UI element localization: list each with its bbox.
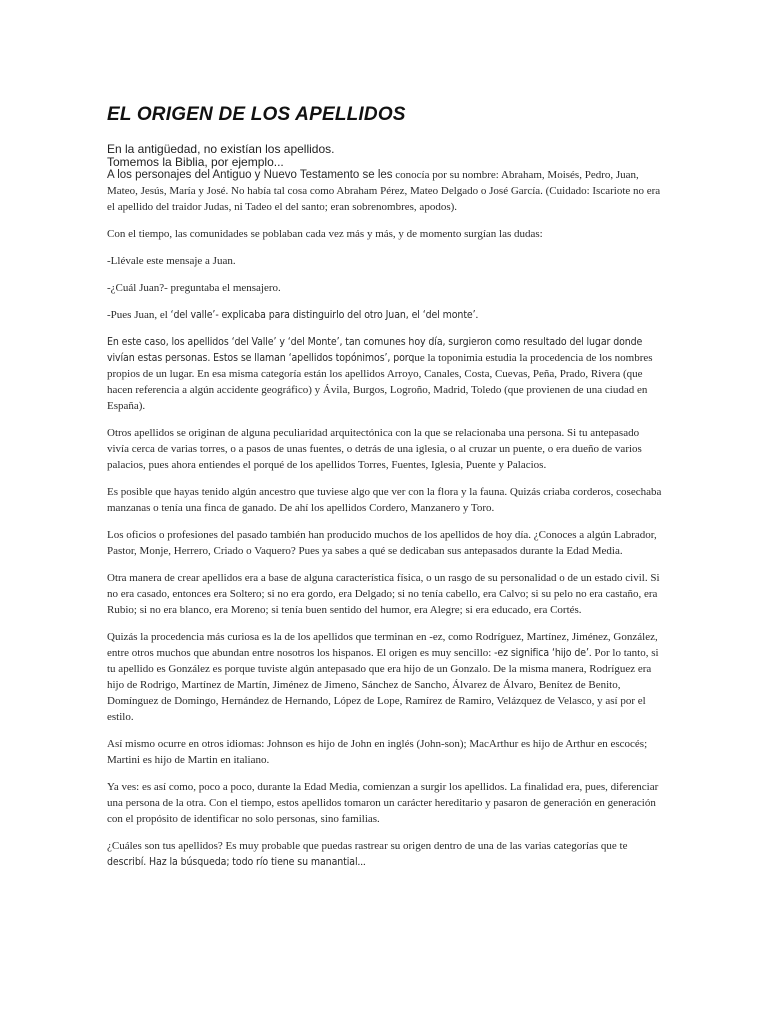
intro-line-2: Tomemos la Biblia, por ejemplo...	[107, 155, 284, 169]
paragraph-3: -Llévale este mensaje a Juan.	[107, 255, 236, 267]
intro-line-1: En la antigüedad, no existían los apellidos.	[107, 142, 335, 156]
paragraph-6	[107, 334, 663, 414]
paragraph-14-highlight: describí. Haz la búsqueda; todo río tiene su manantial	[107, 856, 358, 868]
paragraph-8: Es posible que hayas tenido algún ancestro que tuviese algo que ver con la flora y la fauna. Quizás criaba corderos, cosechaba manzanas o tenía una finca de ganado. De ahí los apellidos Cordero, Manzanero y Toro.	[107, 486, 662, 514]
paragraph-11-text: . Por lo tanto, si tu apellido es González es porque tuviste algún antepasado que era hijo de un Gonzalo. De la misma manera, Rodríguez era hijo de Rodrigo, Martínez de Martín, Jiménez de Jimeno, Sánchez de Sancho, Álvarez de Álvaro, Benítez de Benito, Domínguez de Domingo, Hernández de Hernando, López de Lope, Ramírez de Ramiro, Velázquez de Velasco, y así por el estilo.	[107, 647, 659, 723]
paragraph-1-lead: A los personajes del Antiguo y Nuevo Testamento se les	[107, 169, 393, 181]
paragraph-5-end: .	[475, 309, 479, 321]
paragraph-6-text: ue la toponimia estudia la procedencia de los nombres propios de un lugar. En esa misma categoría están los apellidos Arroyo, Canales, Costa, Cuevas, Peña, Prado, Rivera (que hacen referencia a algún accidente geográfico) y Ávila, Burgos, Logroño, Madrid, Toledo (que provienen de una ciudad en España).	[107, 352, 653, 412]
paragraph-4: -¿Cuál Juan?- preguntaba el mensajero.	[107, 282, 281, 294]
paragraph-6-lead: En este caso, los apellidos ‘del Valle’ y ‘del Monte’, tan comunes hoy día, surgieron como resultado del lugar donde vivían estas personas. Estos se llaman ‘apellidos topónimos’, porq	[107, 336, 643, 364]
paragraph-14-end: ...	[357, 856, 366, 868]
paragraph-12: Así mismo ocurre en otros idiomas: Johnson es hijo de John en inglés (John-son); MacArthur es hijo de Arthur en escocés; Martini es hijo de Martin en italiano.	[107, 738, 648, 766]
paragraph-10: Otra manera de crear apellidos era a base de alguna característica física, o un rasgo de su personalidad o de un estado civil. Si no era casado, entonces era Soltero; si no era gordo, era Delgado; si no tenía cabello, era Calvo; si su pelo no era castaño, era Rubio; si no era blanco, era Moreno; si tenía buen sentido del humor, era Alegre; si era educado, era Cortés.	[107, 572, 660, 616]
paragraph-5-lead: -Pues Juan, el	[107, 309, 171, 321]
document-title: EL ORIGEN DE LOS APELLIDOS	[107, 104, 406, 125]
paragraph-5-quote: ‘del valle’- explicaba para distinguirlo del otro Juan, el ‘del monte’	[170, 309, 476, 321]
paragraph-11	[107, 629, 663, 725]
paragraph-5	[107, 307, 663, 323]
paragraph-11-highlight: -ez significa ‘hijo de’	[494, 647, 589, 659]
intro-block	[107, 143, 667, 169]
paragraph-9: Los oficios o profesiones del pasado también han producido muchos de los apellidos de hoy día. ¿Conoces a algún Labrador, Pastor, Monje, Herrero, Criado o Vaquero? Pues ya sabes a qué se dedicaban sus antepasados durante la Edad Media.	[107, 529, 657, 557]
article-body	[107, 167, 663, 881]
paragraph-1	[107, 167, 663, 215]
paragraph-7: Otros apellidos se originan de alguna peculiaridad arquitectónica con la que se relacionaba una persona. Si tu antepasado vivía cerca de varias torres, o a pasos de unas fuentes, o detrás de una iglesia, o al cruzar un puente, o era dueño de varios palacios, pues ahora entiendes el porqué de los apellidos Torres, Fuentes, Iglesia, Puente y Palacios.	[107, 427, 642, 471]
paragraph-14-lead: ¿Cuáles son tus apellidos? Es muy probable que puedas rastrear su origen dentro de una de las varias categorías que te	[107, 840, 628, 852]
paragraph-13: Ya ves: es así como, poco a poco, durante la Edad Media, comienzan a surgir los apellidos. La finalidad era, pues, diferenciar una persona de la otra. Con el tiempo, estos apellidos tomaron un carácter hereditario y pasaron de generación en generación con el propósito de identificar no solo personas, sino familias.	[107, 781, 659, 825]
paragraph-2: Con el tiempo, las comunidades se poblaban cada vez más y más, y de momento surgían las dudas:	[107, 228, 543, 240]
paragraph-11-lead: Quizás la procedencia más curiosa es la de los apellidos que terminan en -ez, como Rodríguez, Martínez, Jiménez, González, entre otros muchos que abundan entre nosotros los hispanos. El origen es muy sencillo:	[107, 631, 658, 659]
paragraph-14	[107, 838, 663, 870]
paragraph-1-text: conocía por su nombre: Abraham, Moisés, Pedro, Juan, Mateo, Jesús, María y José. No había tal cosa como Abraham Pérez, Mateo Delgado o José García. (Cuidado: Iscariote no era el apellido del traidor Judas, ni Tadeo el del santo; eran sobrenombres, apodos).	[107, 169, 661, 213]
